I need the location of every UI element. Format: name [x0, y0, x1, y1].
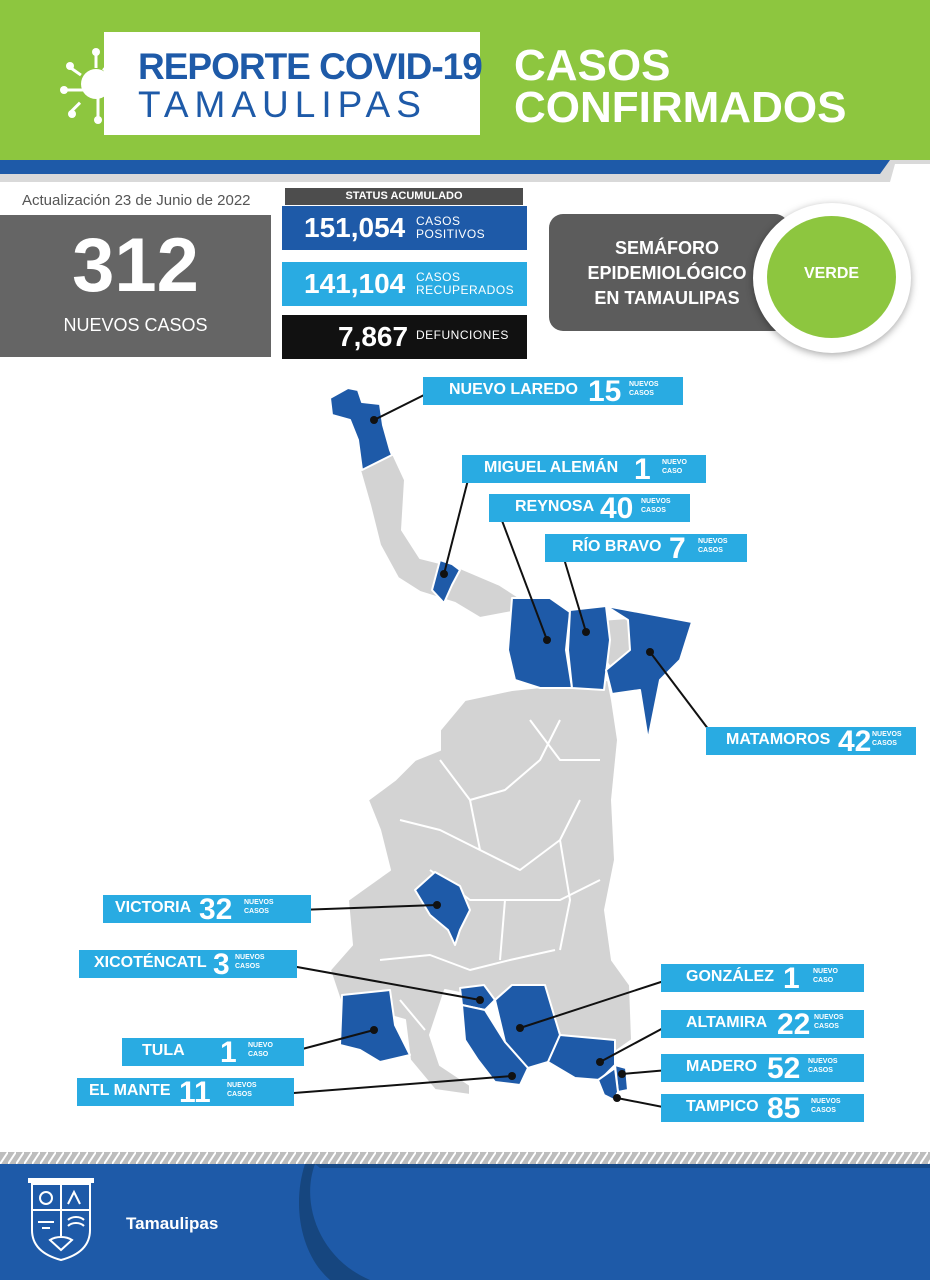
deaths-value: 7,867	[338, 321, 409, 352]
muni-sub: NUEVOS CASOS	[641, 498, 671, 514]
muni-cases: 22	[777, 1008, 811, 1041]
label-el-mante	[77, 1076, 294, 1109]
muni-sub: NUEVOS CASOS	[808, 1058, 838, 1074]
muni-name: TAMPICO	[686, 1098, 759, 1115]
muni-sub: NUEVOS CASOS	[814, 1014, 844, 1030]
muni-cases: 11	[179, 1076, 211, 1109]
muni-name: XICOTÉNCATL	[94, 954, 207, 971]
muni-cases: 15	[588, 375, 622, 408]
muni-sub: NUEVOS CASOS	[811, 1098, 841, 1114]
map-muni-rio-bravo	[568, 606, 610, 690]
muni-sub: NUEVO CASO	[248, 1042, 273, 1058]
muni-cases: 3	[213, 948, 230, 981]
label-miguel-aleman	[462, 453, 706, 486]
semaforo-line2: EPIDEMIOLÓGICO	[587, 263, 747, 283]
section-title-line2: CONFIRMADOS	[514, 83, 847, 132]
muni-name: GONZÁLEZ	[686, 968, 774, 985]
label-altamira	[661, 1008, 864, 1041]
muni-name: MATAMOROS	[726, 731, 831, 748]
positive-cases-value: 151,054	[304, 212, 406, 243]
muni-sub: NUEVOS CASOS	[244, 899, 274, 915]
muni-name: EL MANTE	[89, 1082, 171, 1099]
report-state: TAMAULIPAS	[138, 84, 427, 125]
muni-cases: 40	[600, 492, 634, 525]
map-muni-altamira	[548, 1035, 615, 1080]
muni-sub: NUEVOS CASOS	[235, 954, 265, 970]
semaforo-line3: EN TAMAULIPAS	[594, 288, 740, 308]
status-heading: STATUS ACUMULADO	[285, 188, 523, 205]
muni-cases: 42	[838, 725, 872, 758]
muni-cases: 52	[767, 1052, 801, 1085]
label-nuevo-laredo	[423, 375, 683, 408]
muni-name: NUEVO LAREDO	[449, 381, 578, 398]
deaths-label: DEFUNCIONES	[416, 328, 509, 342]
muni-cases: 85	[767, 1092, 801, 1125]
muni-sub: NUEVO CASO	[813, 968, 838, 984]
new-cases-label: NUEVOS CASOS	[63, 315, 208, 335]
map-muni-reynosa	[508, 598, 572, 688]
label-rio-bravo	[545, 532, 747, 565]
update-date: 23 de Junio de 2022	[114, 192, 251, 209]
muni-sub: NUEVOS CASOS	[698, 538, 728, 554]
new-cases-count: 312	[72, 223, 199, 308]
muni-name: ALTAMIRA	[686, 1014, 768, 1031]
muni-cases: 1	[220, 1036, 237, 1069]
label-tampico	[661, 1092, 864, 1125]
report-title: REPORTE COVID-19	[138, 46, 482, 87]
state-emblem-icon	[24, 1176, 98, 1262]
footer-pattern	[0, 1152, 930, 1164]
label-gonzalez	[661, 962, 864, 995]
label-victoria	[103, 893, 311, 926]
muni-sub: NUEVOS CASOS	[227, 1082, 257, 1098]
muni-name: MADERO	[686, 1058, 758, 1075]
positive-label-line1: CASOS	[416, 214, 461, 228]
update-label: Actualización	[22, 192, 111, 209]
recovered-label-line2: RECUPERADOS	[416, 283, 515, 297]
muni-sub: NUEVO CASO	[662, 459, 687, 475]
muni-sub: NUEVOS CASOS	[872, 731, 902, 747]
section-title-line1: CASOS	[514, 41, 671, 90]
muni-name: RÍO BRAVO	[572, 538, 662, 555]
semaforo-level: VERDE	[803, 265, 860, 282]
muni-sub: NUEVOS CASOS	[629, 381, 659, 397]
semaforo-line1: SEMÁFORO	[614, 238, 719, 258]
recovered-label-line1: CASOS	[416, 270, 461, 284]
positive-label-line2: POSITIVOS	[416, 227, 486, 241]
map-muni-nuevo-laredo	[330, 388, 392, 470]
footer-brand: Tamaulipas	[126, 1214, 219, 1233]
muni-name: TULA	[142, 1042, 185, 1059]
muni-cases: 1	[783, 962, 800, 995]
label-tula	[122, 1036, 304, 1069]
muni-name: VICTORIA	[115, 899, 192, 916]
muni-name: REYNOSA	[515, 498, 595, 515]
label-madero	[661, 1052, 864, 1085]
muni-cases: 7	[669, 532, 686, 565]
muni-name: MIGUEL ALEMÁN	[484, 459, 619, 476]
muni-cases: 1	[634, 453, 651, 486]
label-xicotencatl	[79, 948, 297, 981]
recovered-cases-value: 141,104	[304, 268, 406, 299]
label-reynosa	[489, 492, 690, 525]
muni-cases: 32	[199, 893, 233, 926]
label-matamoros	[706, 725, 916, 758]
